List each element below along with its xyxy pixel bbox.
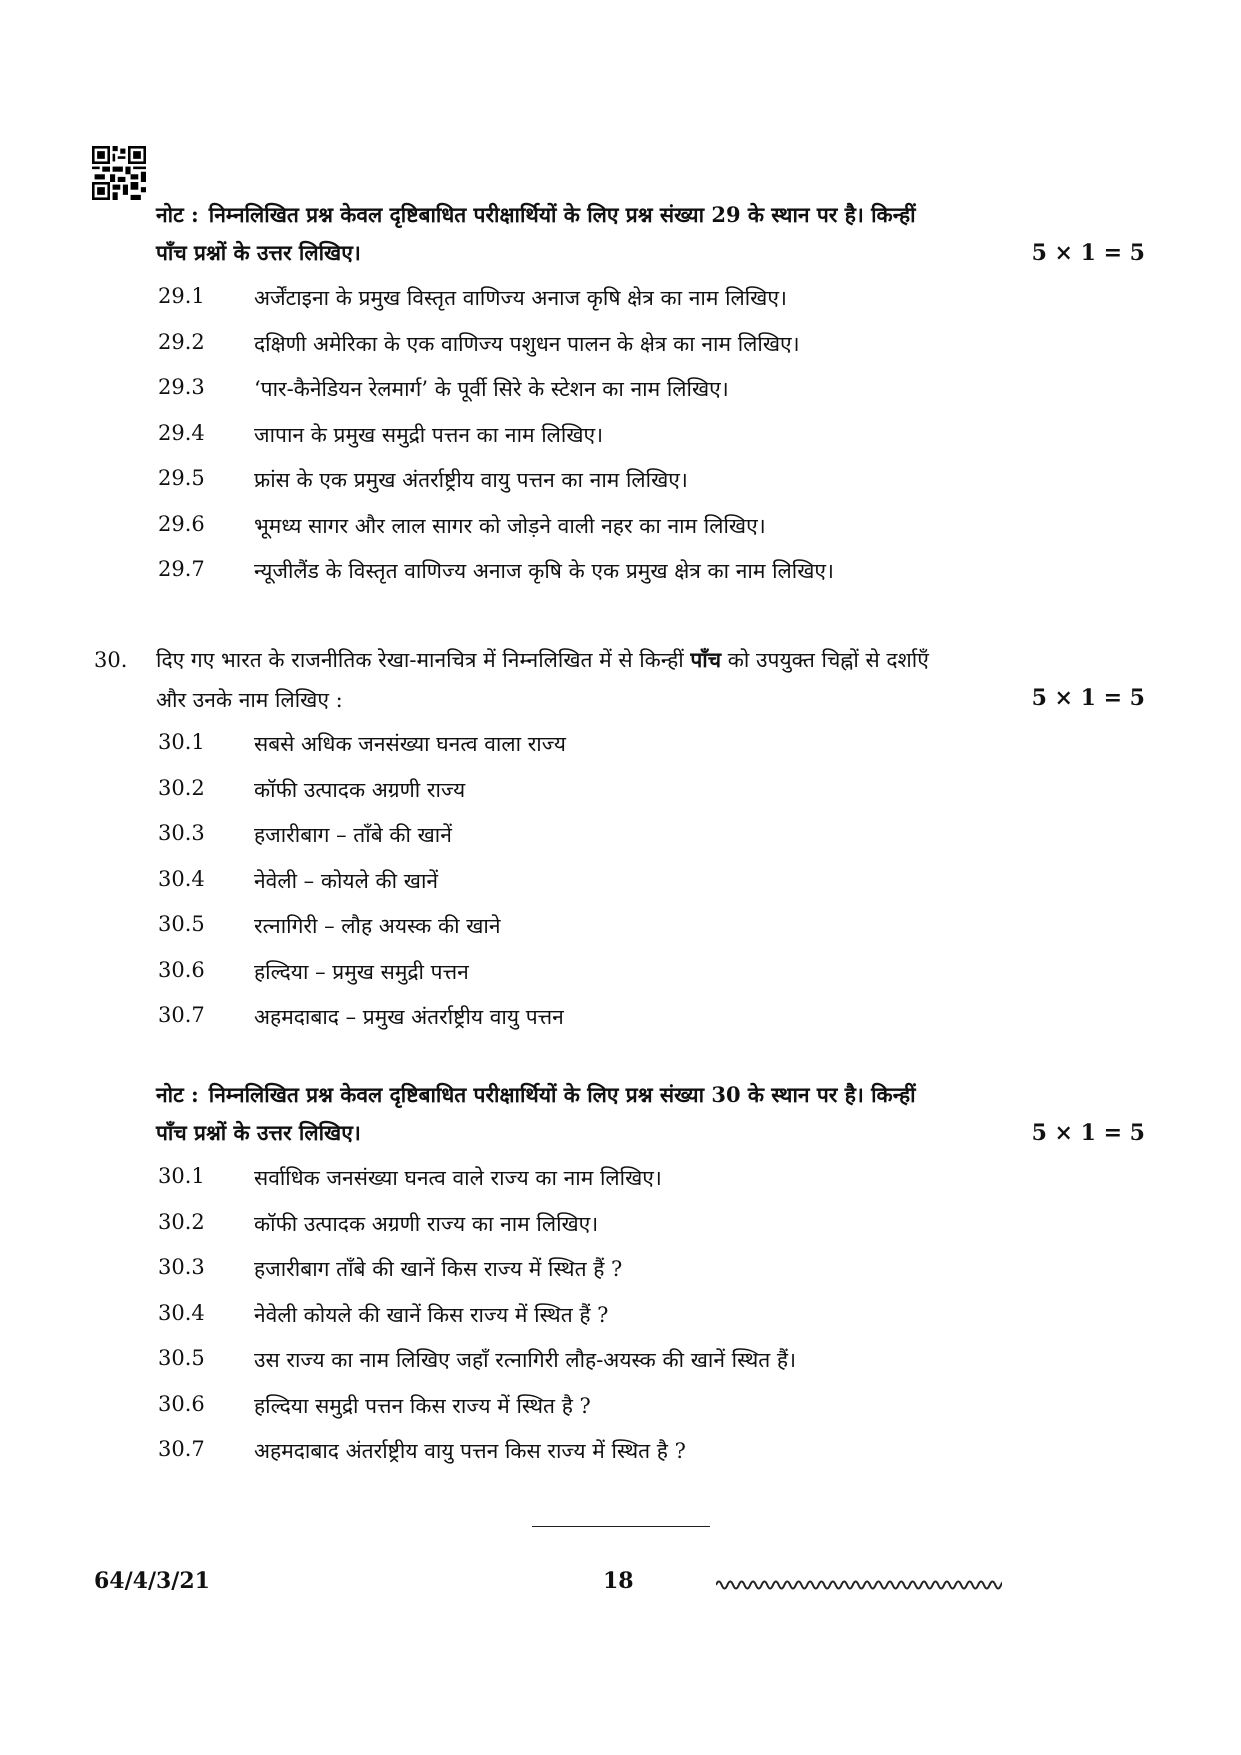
note-29-visually-impaired [156, 196, 1146, 272]
question-item-number: 30.2 [158, 1209, 205, 1234]
paper-code: 64/4/3/21 [94, 1568, 210, 1594]
question-item-text: न्यूजीलैंड के विस्तृत वाणिज्य अनाज कृषि के एक प्रमुख क्षेत्र का नाम लिखिए। [254, 559, 834, 583]
question-item [0, 1255, 1241, 1295]
note-text-line2: पाँच प्रश्नों के उत्तर लिखिए। [156, 1120, 361, 1145]
question-30-text-line2: और उनके नाम लिखिए : [156, 688, 343, 712]
question-item-text: अहमदाबाद अंतर्राष्ट्रीय वायु पत्तन किस राज्य में स्थित है ? [254, 1439, 686, 1463]
note-text-line2: पाँच प्रश्नों के उत्तर लिखिए। [156, 240, 361, 265]
marks-question-30: 5 × 1 = 5 [1031, 685, 1145, 711]
question-item [0, 958, 1241, 998]
question-item [0, 867, 1241, 907]
question-item-number: 30.1 [158, 730, 205, 754]
question-item-text: अर्जेंटाइना के प्रमुख विस्तृत वाणिज्य अनाज कृषि क्षेत्र का नाम लिखिए। [254, 286, 787, 310]
question-item [0, 1301, 1241, 1341]
question-item [0, 821, 1241, 861]
note-30-visually-impaired [156, 1076, 1146, 1152]
marks-note-29: 5 × 1 = 5 [1031, 240, 1145, 266]
question-30-text-b: को उपयुक्त चिह्नों से दर्शाएँ [727, 648, 929, 672]
question-item-number: 30.3 [158, 821, 205, 845]
question-item-text: रत्नागिरी – लौह अयस्क की खाने [254, 914, 501, 938]
question-item-number: 29.4 [158, 420, 205, 445]
question-item-number: 30.5 [158, 1346, 205, 1370]
question-item-number: 29.6 [158, 511, 205, 536]
question-item [0, 1210, 1241, 1250]
question-30-number: 30. [94, 648, 128, 672]
question-item [0, 284, 1241, 324]
question-item [0, 466, 1241, 506]
question-item [0, 330, 1241, 370]
question-item [0, 421, 1241, 461]
question-item [0, 375, 1241, 415]
question-item [0, 1437, 1241, 1477]
question-item [0, 557, 1241, 597]
qr-code-icon [92, 146, 146, 200]
question-item-text: कॉफी उत्पादक अग्रणी राज्य का नाम लिखिए। [254, 1211, 599, 1236]
question-item-number: 30.7 [158, 1437, 205, 1461]
question-item [0, 912, 1241, 952]
wavy-line-icon [716, 1576, 1002, 1594]
question-item-text: ‘पार-कैनेडियन रेलमार्ग’ के पूर्वी सिरे के स्टेशन का नाम लिखिए। [254, 377, 729, 401]
note-text-line1: निम्नलिखित प्रश्न केवल दृष्टिबाधित परीक्षार्थियों के लिए प्रश्न संख्या 29 के स्थान पर है। किन्हीं [208, 202, 916, 227]
question-item-text: उस राज्य का नाम लिखिए जहाँ रत्नागिरी लौह-अयस्क की खानें स्थित हैं। [254, 1348, 797, 1372]
question-item [0, 776, 1241, 816]
marks-note-30: 5 × 1 = 5 [1031, 1120, 1145, 1146]
question-item-text: भूमध्य सागर और लाल सागर को जोड़ने वाली नहर का नाम लिखिए। [254, 513, 766, 538]
question-item [0, 512, 1241, 552]
page-number: 18 [603, 1568, 634, 1594]
question-item-text: सबसे अधिक जनसंख्या घनत्व वाला राज्य [254, 732, 566, 756]
question-item-text: हजारीबाग ताँबे की खानें किस राज्य में स्थित हैं ? [254, 1257, 623, 1281]
question-item-number: 30.6 [158, 1391, 205, 1416]
question-item [0, 1346, 1241, 1386]
question-item-number: 30.2 [158, 775, 205, 800]
question-item-text: हल्दिया समुद्री पत्तन किस राज्य में स्थित है ? [254, 1393, 591, 1418]
question-30-text-bold: पाँच [690, 647, 722, 672]
question-item-number: 29.1 [158, 284, 205, 308]
question-item-number: 30.7 [158, 1003, 205, 1027]
question-item-text: नेवेली कोयले की खानें किस राज्य में स्थित हैं ? [254, 1302, 609, 1327]
question-item-number: 29.5 [158, 466, 205, 490]
question-item-number: 29.2 [158, 329, 205, 354]
question-item-text: दक्षिणी अमेरिका के एक वाणिज्य पशुधन पालन के क्षेत्र का नाम लिखिए। [254, 331, 800, 356]
question-item [0, 1003, 1241, 1043]
question-item-number: 30.3 [158, 1255, 205, 1279]
question-30-text [156, 640, 1136, 720]
question-item-number: 30.6 [158, 957, 205, 982]
question-item-text: अहमदाबाद – प्रमुख अंतर्राष्ट्रीय वायु पत्तन [254, 1005, 564, 1029]
question-item-text: नेवेली – कोयले की खानें [254, 868, 439, 893]
note-label: नोट : [156, 202, 199, 227]
question-item-number: 30.4 [158, 1300, 205, 1325]
question-item [0, 1392, 1241, 1432]
question-item-number: 30.1 [158, 1164, 205, 1188]
question-item-text: सर्वाधिक जनसंख्या घनत्व वाले राज्य का नाम लिखिए। [254, 1166, 662, 1190]
question-item-number: 29.3 [158, 375, 205, 399]
question-item [0, 730, 1241, 770]
question-item-text: हल्दिया – प्रमुख समुद्री पत्तन [254, 959, 469, 984]
question-item-number: 30.4 [158, 866, 205, 891]
question-item-text: फ्रांस के एक प्रमुख अंतर्राष्ट्रीय वायु पत्तन का नाम लिखिए। [254, 468, 688, 492]
note-label: नोट : [156, 1082, 199, 1107]
end-rule [532, 1526, 710, 1527]
question-item-text: कॉफी उत्पादक अग्रणी राज्य [254, 777, 466, 802]
question-item-number: 29.7 [158, 557, 205, 581]
question-item-number: 30.5 [158, 912, 205, 936]
question-item-text: हजारीबाग – ताँबे की खानें [254, 823, 452, 847]
note-text-line1: निम्नलिखित प्रश्न केवल दृष्टिबाधित परीक्षार्थियों के लिए प्रश्न संख्या 30 के स्थान पर है। किन्हीं [208, 1082, 916, 1107]
question-item [0, 1164, 1241, 1204]
question-item-text: जापान के प्रमुख समुद्री पत्तन का नाम लिखिए। [254, 422, 604, 447]
question-30-text-a: दिए गए भारत के राजनीतिक रेखा-मानचित्र में निम्नलिखित में से किन्हीं [156, 648, 684, 672]
